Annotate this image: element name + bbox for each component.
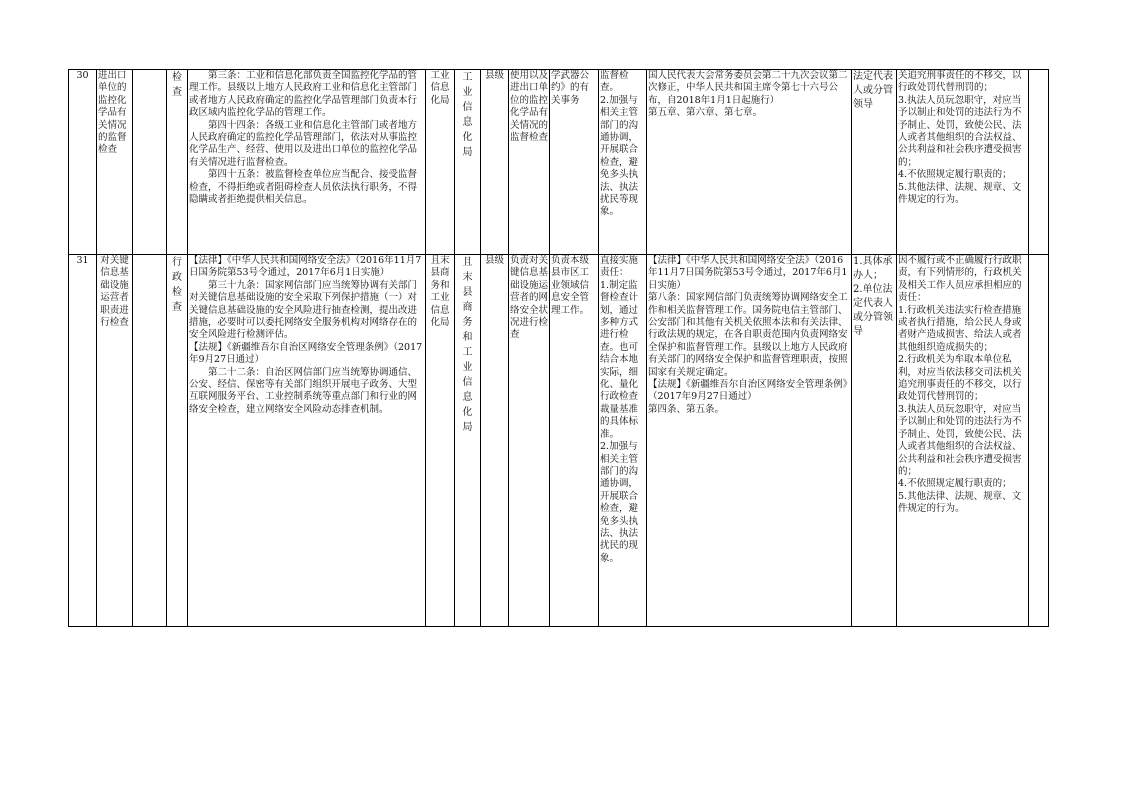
remarks [1029,255,1049,627]
admin-level: 县级 [481,70,509,255]
implementing-department: 工业信息化局 [426,70,455,255]
row-number: 31 [69,255,97,627]
scope-of-duty: 学武器公约》的有关事务 [550,70,599,255]
remarks [1029,70,1049,255]
sub-department: 工业信息化局 [455,70,481,255]
blank-cell [133,70,167,255]
table-row [69,255,1049,627]
accountability-basis: 【法律】《中华人民共和国网络安全法》（2016年11月7日国务院第53号令通过，2017年6月1日实施） 第八条：国家网信部门负责统筹协调网络安全工作和相关监督管理工作。国务院电信主管部门、公安部门和其他有关机关依照本法和有关法律、行政法规的规定，在各自职责范围内负责网络安全保护和监督管理工作。县级以上地方人民政府有关部门的网络安全保护和监督管理职责，按照国家有关规定确定。 【法规】《新疆维吾尔自治区网络安全管理条例》（2017年9月27日通过） 第四条、第五条。 [647,255,852,627]
accountability-basis: 国人民代表大会常务委员会第二十九次会议第二次修正，中华人民共和国主席令第七十六号公布，自2018年1月1日起施行） 第五章、第六章、第七章。 [647,70,852,255]
legal-basis: 第三条：工业和信息化部负责全国监控化学品的管理工作。县级以上地方人民政府工业和信息化主管部门或者地方人民政府确定的监控化学品管理部门负责本行政区域内监控化学品的管理工作。 第四十四条：各级工业和信息化主管部门或者地方人民政府确定的监控化学品管理部门，依法对从事监控化学品生产、经营、使用以及进出口单位的监控化学品有关情况进行监督检查。 第四十五条：被监督检查单位应当配合、接受监督检查，不得拒绝或者阻碍检查人员依法执行职务，不得隐瞒或者拒绝提供相关信息。 [188,70,426,255]
item-content: 负责对关键信息基础设施运营者的网络安全状况进行检查 [509,255,550,627]
legal-basis: 【法律】《中华人民共和国网络安全法》（2016年11月7日国务院第53号令通过，2017年6月1日实施） 第三十九条：国家网信部门应当统筹协调有关部门对关键信息基础设施的安全采取下列保护措施（一）对关键信息基础设施的安全风险进行抽查检测，提出改进措施，必要时可以委托网络安全服务机构对网络存在的安全风险进行检测评估。 【法规】《新疆维吾尔自治区网络安全管理条例》（2017年9月27日通过） 第二十二条：自治区网信部门应当统筹协调通信、公安、经信、保密等有关部门组织开展电子政务、大型互联网服务平台、工业控制系统等重点部门和行业的网络安全检查，建立网络安全风险动态排查机制。 [188,255,426,627]
responsibility-table [68,69,1049,627]
blank-cell [133,255,167,627]
responsible-person: 1.具体承办人； 2.单位法定代表人或分管领导 [852,255,897,627]
admin-level: 县级 [481,255,509,627]
item-content: 使用以及进出口单位的监控化学品有关情况的监督检查 [509,70,550,255]
scope-of-duty: 负责本级县市区工业领域信息安全管理工作。 [550,255,599,627]
liability-situations: 关追究刑事责任的不移交，以行政处罚代替刑罚的； 3.执法人员玩忽职守，对应当予以制止和处罚的违法行为不予制止、处罚，致使公民、法人或者其他组织的合法权益、公共利益和社会秩序遭受损害的； 4.不依照规定履行职责的； 5.其他法律、法规、规章、文件规定的行为。 [897,70,1029,255]
table-row [69,70,1049,255]
liability-situations: 因不履行或不正确履行行政职责，有下列情形的，行政机关及相关工作人员应承担相应的责任： 1.行政机关违法实行检查措施或者执行措施，给公民人身或者财产造成损害、给法人或者其他组织造成损失的； 2.行政机关为牟取本单位私利，对应当依法移交司法机关追究刑事责任的不移交，以行政处罚代替刑罚的； 3.执法人员玩忽职守，对应当予以制止和处罚的违法行为不予制止、处罚，致使公民、法人或者其他组织的合法权益、公共利益和社会秩序遭受损害的； 4.不依照规定履行职责的； 5.其他法律、法规、规章、文件规定的行为。 [897,255,1029,627]
item-type: 检查 [167,70,188,255]
responsible-person: 法定代表人或分管领导 [852,70,897,255]
row-number: 30 [69,70,97,255]
duty-items: 监督检查。 2.加强与相关主管部门的沟通协调，开展联合检查，避免多头执法、执法扰民等现象。 [599,70,647,255]
implementing-department: 且末县商务和工业信息化局 [426,255,455,627]
item-type: 行政检查 [167,255,188,627]
item-name: 对关键信息基础设施运营者职责进行检查 [97,255,133,627]
duty-items: 直接实施责任： 1.制定监督检查计划，通过多种方式进行检查。也可结合本地实际，细化、量化行政检查裁量基准的具体标准。 2.加强与相关主管部门的沟通协调，开展联合检查，避免多头执法、执法扰民的现象。 [599,255,647,627]
sub-department: 且末县商务和工业信息化局 [455,255,481,627]
item-name: 进出口单位的监控化学品有关情况的监督检查 [97,70,133,255]
